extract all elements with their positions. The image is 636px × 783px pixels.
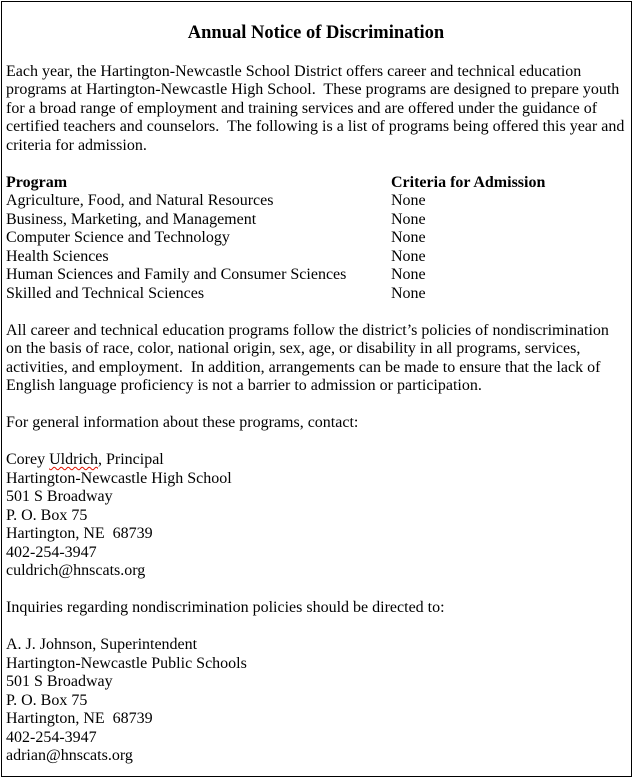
general-info-lead: For general information about these programs, contact: (6, 414, 359, 431)
contact-name-prefix: Corey (6, 451, 50, 468)
criteria-value: None (391, 247, 426, 265)
contact-school-line: Hartington-Newcastle High School (6, 469, 232, 487)
contact-name-line: A. J. Johnson, Superintendent (6, 636, 198, 653)
contact-pobox-line: P. O. Box 75 (6, 506, 88, 524)
contact-street-line: 501 S Broadway (6, 488, 113, 505)
intro-paragraph: Each year, the Hartington-Newcastle School District offers career and technical education programs at Hartington-Newcastle High School. These programs are designed to prepare youth for a broad range of employment and training services and are offered under the guidance of certified teachers and counselors. The following is a list of programs being offered this year and criteria for admission. (6, 62, 629, 154)
program-name: Health Sciences (6, 247, 109, 265)
criteria-value: None (391, 266, 426, 283)
page-title: Annual Notice of Discrimination (187, 23, 445, 43)
table-row (6, 192, 626, 211)
table-row (6, 229, 626, 248)
principal-contact-block (6, 451, 626, 581)
program-name: Human Sciences and Family and Consumer Sciences (6, 266, 347, 283)
contact-pobox-line: P. O. Box 75 (6, 691, 88, 709)
column-header-criteria: Criteria for Admission (391, 173, 546, 191)
criteria-value: None (391, 284, 426, 302)
contact-phone-line: 402-254-3947 (6, 543, 97, 561)
contact-email-line: adrian@hnscats.org (6, 747, 133, 764)
column-header-program: Program (6, 173, 68, 191)
superintendent-contact-block (6, 636, 626, 766)
contact-school-line: Hartington-Newcastle Public Schools (6, 654, 247, 672)
contact-name-line (6, 451, 626, 470)
program-name: Skilled and Technical Sciences (6, 284, 205, 302)
document-page (1, 1, 632, 777)
contact-name-suffix: , Principal (97, 451, 164, 468)
table-header-row (6, 174, 626, 193)
policy-paragraph: All career and technical education programs follow the district’s policies of nondiscrimination on the basis of race, color, national origin, sex, age, or disability in all programs, services, activities, and employment. In addition, arrangements can be made to ensure that the lack of English language proficiency is not a barrier to admission or participation. (6, 321, 613, 394)
table-row (6, 266, 626, 285)
inquiries-lead: Inquiries regarding nondiscrimination policies should be directed to: (6, 599, 445, 616)
table-row (6, 211, 626, 230)
contact-email-line: culdrich@hnscats.org (6, 562, 146, 579)
table-row (6, 285, 626, 304)
contact-street-line: 501 S Broadway (6, 673, 113, 690)
criteria-value: None (391, 229, 426, 246)
contact-city-line: Hartington, NE 68739 (6, 525, 153, 542)
contact-phone-line: 402-254-3947 (6, 728, 97, 746)
programs-table (6, 174, 626, 304)
program-name: Agriculture, Food, and Natural Resources (6, 192, 274, 209)
misspelled-word: Uldrich (49, 451, 98, 468)
contact-city-line: Hartington, NE 68739 (6, 710, 153, 727)
criteria-value: None (391, 192, 426, 209)
table-row (6, 248, 626, 267)
program-name: Business, Marketing, and Management (6, 210, 257, 228)
program-name: Computer Science and Technology (6, 229, 230, 246)
criteria-value: None (391, 210, 426, 228)
